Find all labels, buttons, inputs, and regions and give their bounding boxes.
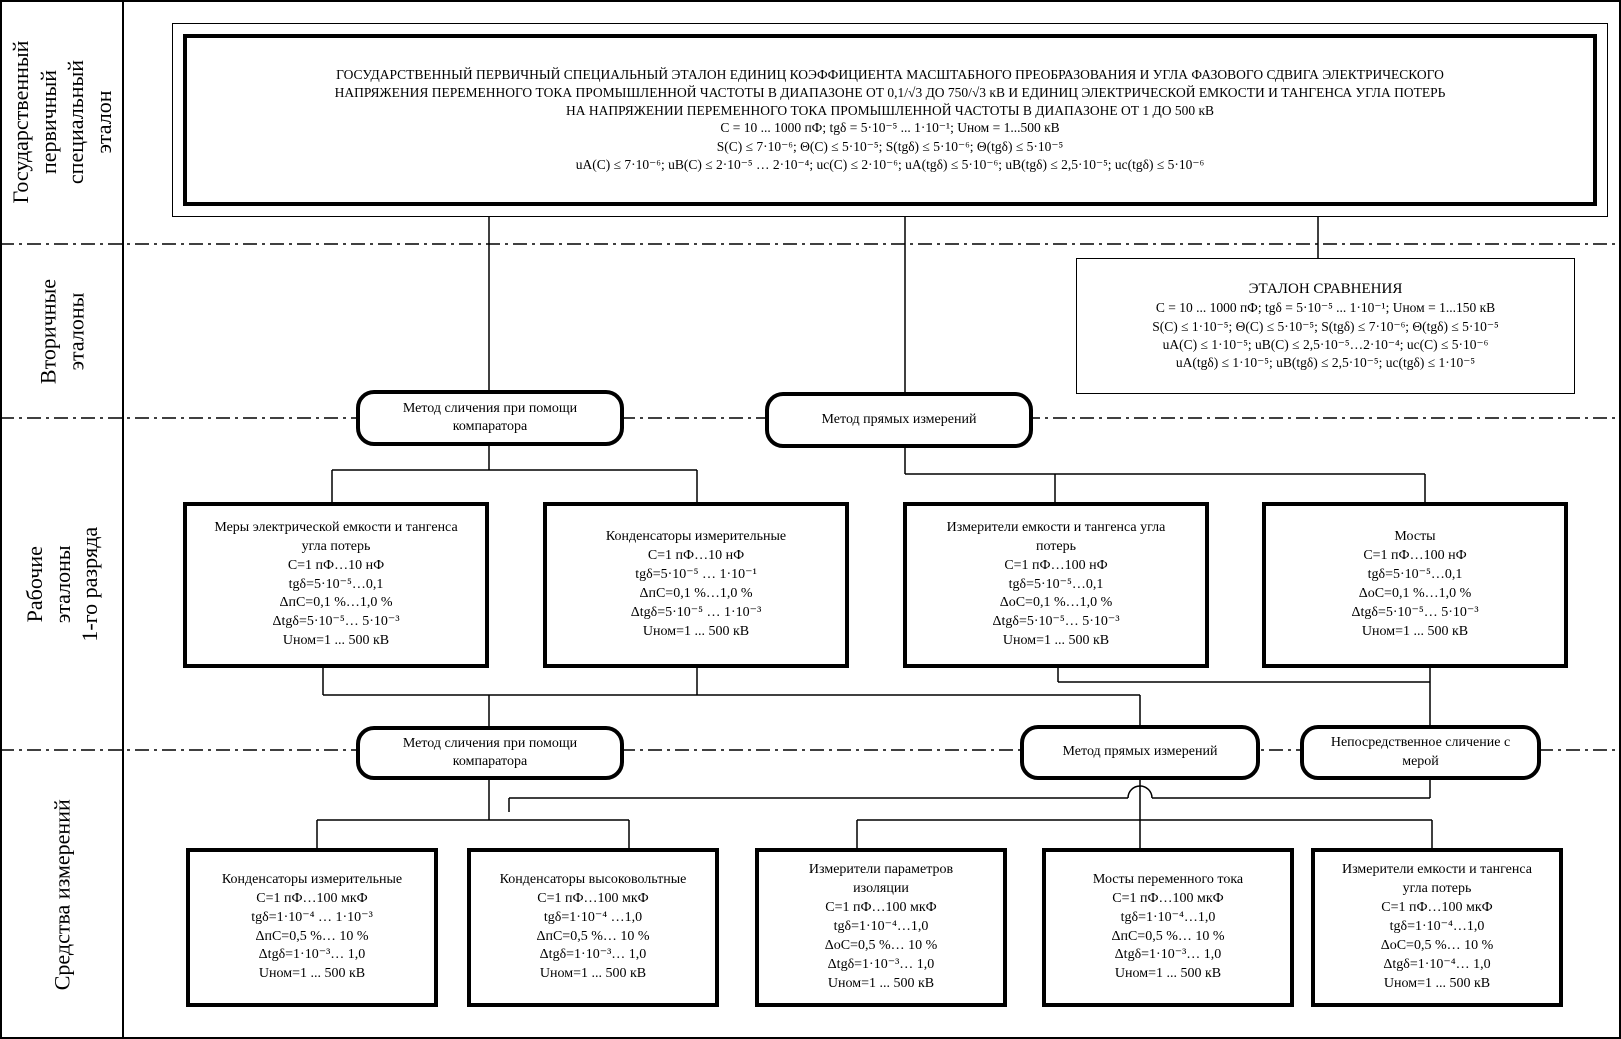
row-label-line: эталоны: [48, 545, 74, 623]
box-line: tgδ=5·10⁻⁵…0,1: [1367, 567, 1463, 583]
box-line: Конденсаторы высоковольтные: [499, 871, 687, 887]
box-line: Мосты переменного тока: [1092, 871, 1244, 887]
box-line: Измерители емкости и тангенса: [1341, 862, 1532, 878]
box-line: C=1 пФ…10 нФ: [287, 557, 385, 573]
box-line: Uном=1 ... 500 кВ: [282, 633, 390, 649]
box-line: Δtgδ=1·10⁻³… 1,0: [258, 947, 366, 963]
method-comparator-top: Метод сличения при помощи компаратора: [356, 390, 624, 446]
row-label-line: первичный: [35, 69, 60, 175]
box-line: tgδ=1·10⁻⁴…1,0: [1120, 909, 1216, 925]
row-label-line: Средства измерений: [48, 799, 74, 991]
primary-param-line: uA(C) ≤ 7·10⁻⁶; uB(C) ≤ 2·10⁻⁵ … 2·10⁻⁴; uc(C) ≤ 2·10⁻⁶; uA(tgδ) ≤ 5·10⁻⁶; uB(tgδ) ≤ 2,5·10⁻⁵; uc(tgδ) ≤ 5·10⁻⁶: [575, 156, 1205, 172]
row-label-line: Государственный: [7, 40, 33, 204]
box-line: tgδ=1·10⁻⁴…1,0: [1389, 919, 1485, 935]
primary-title-line: НА НАПРЯЖЕНИИ ПЕРЕМЕННОГО ТОКА ПРОМЫШЛЕННОЙ ЧАСТОТЫ В ДИАПАЗОНЕ ОТ 1 ДО 500 кВ: [565, 102, 1215, 118]
box-line: Δtgδ=1·10⁻⁴… 1,0: [1383, 956, 1491, 972]
box-line: Uном=1 ... 500 кВ: [1114, 966, 1222, 982]
box-line: Uном=1 ... 500 кВ: [1383, 975, 1491, 991]
box-line: Δtgδ=1·10⁻³… 1,0: [539, 947, 647, 963]
box-line: Uном=1 ... 500 кВ: [1002, 633, 1110, 649]
primary-title-line: ГОСУДАРСТВЕННЫЙ ПЕРВИЧНЫЙ СПЕЦИАЛЬНЫЙ ЭТАЛОН ЕДИНИЦ КОЭФФИЦИЕНТА МАСШТАБНОГО ПРЕОБРАЗОВАНИЯ И УГЛА ФАЗОВОГО СДВИГА ЭЛЕКТРИЧЕСКОГО: [336, 66, 1444, 82]
box-line: ΔпC=0,1 %…1,0 %: [639, 586, 753, 601]
instrument-high-voltage-capacitors: [467, 848, 719, 1007]
box-line: ΔоC=0,1 %…1,0 %: [999, 595, 1113, 611]
box-line: Δtgδ=5·10⁻⁵ … 1·10⁻³: [630, 604, 762, 620]
box-line: ΔпC=0,5 %… 10 %: [255, 928, 369, 944]
primary-param-line: C = 10 ... 1000 пФ; tgδ = 5·10⁻⁵ ... 1·10⁻¹; Uном = 1...500 кВ: [720, 120, 1060, 136]
working-standard-bridges: [1262, 502, 1568, 668]
box-line: C=1 пФ…10 нФ: [647, 548, 745, 564]
box-line: ΔпC=0,5 %… 10 %: [1111, 928, 1225, 944]
method-direct-bottom: Метод прямых измерений: [1020, 725, 1260, 780]
method-direct-top: Метод прямых измерений: [765, 392, 1033, 448]
box-line: C=1 пФ…100 мкФ: [1112, 890, 1224, 906]
box-line: Меры электрической емкости и тангенса: [214, 519, 458, 535]
instrument-measuring-capacitors: [186, 848, 438, 1007]
method-direct-comparison: Непосредственное сличение с мерой: [1300, 725, 1541, 780]
box-line: C=1 пФ…100 нФ: [1363, 548, 1467, 564]
instrument-insulation-meters: [755, 848, 1007, 1007]
row-label-line: эталоны: [62, 292, 88, 370]
row-label-line: Рабочие: [21, 545, 47, 623]
box-line: изоляции: [853, 881, 909, 897]
box-line: ΔпC=0,1 %…1,0 %: [279, 595, 393, 611]
box-line: C=1 пФ…100 нФ: [1004, 557, 1108, 573]
box-line: Δtgδ=1·10⁻³… 1,0: [1114, 947, 1222, 963]
box-line: Мосты: [1394, 529, 1436, 545]
box-line: Измерители емкости и тангенса угла: [946, 519, 1166, 535]
box-line: Конденсаторы измерительные: [605, 529, 787, 545]
box-line: Измерители параметров: [808, 862, 954, 878]
box-line: C=1 пФ…100 мкФ: [1381, 900, 1493, 916]
box-line: угла потерь: [1402, 881, 1472, 897]
row-label-line: эталон: [90, 90, 115, 154]
row-label-secondary: [0, 244, 123, 418]
box-line: Конденсаторы измерительные: [221, 871, 403, 887]
comparison-param-line: S(C) ≤ 1·10⁻⁵; Θ(C) ≤ 5·10⁻⁵; S(tgδ) ≤ 7·10⁻⁶; Θ(tgδ) ≤ 5·10⁻⁵: [1152, 318, 1499, 334]
box-line: Uном=1 ... 500 кВ: [258, 966, 366, 982]
working-standard-capacitance-meters: [903, 502, 1209, 668]
box-line: ΔоC=0,5 %… 10 %: [1380, 937, 1494, 953]
row-label-measuring-means: [0, 750, 123, 1039]
row-label-working-first: [0, 418, 123, 750]
box-line: C=1 пФ…100 мкФ: [825, 900, 937, 916]
box-line: Δtgδ=5·10⁻⁵… 5·10⁻³: [1351, 604, 1479, 620]
box-line: Uном=1 ... 500 кВ: [539, 966, 647, 982]
box-line: ΔпC=0,5 %… 10 %: [536, 928, 650, 944]
instrument-capacitance-meters: [1311, 848, 1563, 1007]
primary-param-line: S(C) ≤ 7·10⁻⁶; Θ(C) ≤ 5·10⁻⁵; S(tgδ) ≤ 5·10⁻⁶; Θ(tgδ) ≤ 5·10⁻⁵: [716, 138, 1064, 154]
box-line: ΔоC=0,5 %… 10 %: [824, 937, 938, 953]
comparison-param-line: uA(C) ≤ 1·10⁻⁵; uB(C) ≤ 2,5·10⁻⁵…2·10⁻⁴; uc(C) ≤ 5·10⁻⁶: [1162, 336, 1489, 352]
row-label-line: 1-го разряда: [76, 526, 102, 642]
box-line: ΔоC=0,1 %…1,0 %: [1358, 586, 1472, 601]
box-line: Δtgδ=5·10⁻⁵… 5·10⁻³: [992, 614, 1120, 630]
instrument-ac-bridges: [1042, 848, 1294, 1007]
box-line: Uном=1 ... 500 кВ: [1361, 623, 1469, 639]
box-line: tgδ=5·10⁻⁵…0,1: [288, 576, 384, 592]
box-line: C=1 пФ…100 мкФ: [256, 890, 368, 906]
working-standard-capacitance-measures: [183, 502, 489, 668]
box-line: tgδ=1·10⁻⁴…1,0: [833, 919, 929, 935]
comparison-standard-box: [1076, 258, 1575, 394]
box-line: tgδ=1·10⁻⁴ … 1·10⁻³: [251, 909, 373, 925]
comparison-param-line: uA(tgδ) ≤ 1·10⁻⁵; uB(tgδ) ≤ 2,5·10⁻⁵; uc(tgδ) ≤ 1·10⁻⁵: [1175, 355, 1476, 371]
comparison-param-line: C = 10 ... 1000 пФ; tgδ = 5·10⁻⁵ ... 1·10⁻¹; Uном = 1...150 кВ: [1155, 300, 1496, 316]
comparison-title: ЭТАЛОН СРАВНЕНИЯ: [1248, 280, 1403, 297]
row-label-line: специальный: [62, 59, 88, 185]
box-line: tgδ=5·10⁻⁵ … 1·10⁻¹: [635, 567, 757, 583]
primary-title-line: НАПРЯЖЕНИЯ ПЕРЕМЕННОГО ТОКА ПРОМЫШЛЕННОЙ ЧАСТОТЫ В ДИАПАЗОНЕ ОТ 0,1/√3 ДО 750/√3 кВ И ЕДИНИЦ ЭЛЕКТРИЧЕСКОЙ ЕМКОСТИ И ТАНГЕНСА УГЛА ПОТЕРЬ: [334, 84, 1446, 100]
working-standard-measuring-capacitors: [543, 502, 849, 668]
row-label-line: Вторичные: [35, 278, 60, 384]
primary-standard-box: [183, 34, 1597, 206]
row-label-state-primary: [0, 0, 123, 244]
box-line: tgδ=5·10⁻⁵…0,1: [1008, 576, 1104, 592]
box-line: Uном=1 ... 500 кВ: [642, 623, 750, 639]
box-line: Δtgδ=1·10⁻³… 1,0: [827, 956, 935, 972]
method-comparator-bottom: Метод сличения при помощи компаратора: [356, 726, 624, 780]
box-line: Uном=1 ... 500 кВ: [827, 975, 935, 991]
box-line: C=1 пФ…100 мкФ: [537, 890, 649, 906]
box-line: угла потерь: [301, 538, 371, 554]
box-line: Δtgδ=5·10⁻⁵… 5·10⁻³: [272, 614, 400, 630]
box-line: потерь: [1035, 538, 1077, 554]
box-line: tgδ=1·10⁻⁴ …1,0: [543, 909, 643, 925]
